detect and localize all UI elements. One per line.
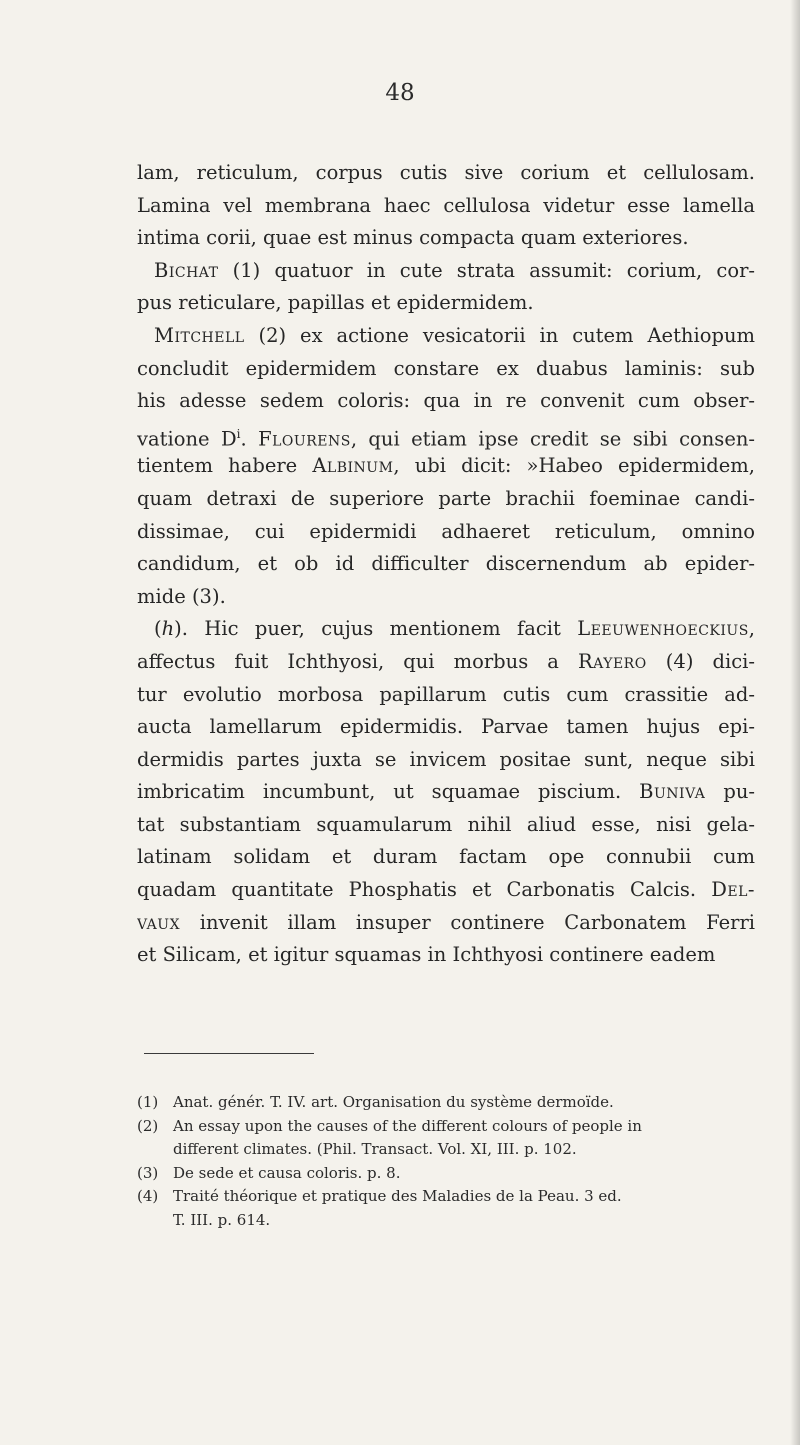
text-line (137, 483, 755, 516)
footnote (137, 1115, 757, 1162)
footnote-rule (144, 1053, 314, 1054)
text-run: candidum, et ob id difficulter discernendum ab epider- (137, 552, 755, 576)
text-run: dermidis partes juxta se invicem positae sunt, neque sibi (137, 747, 755, 771)
text-line (137, 776, 755, 809)
text-line (137, 907, 755, 940)
text-run: et Silicam, et igitur squamas in Ichthyosi continere eadem (137, 943, 716, 967)
footnote-number: (1) (137, 1093, 159, 1111)
footnote-text: An essay upon the causes of the different colours of people in (173, 1116, 642, 1135)
text-run: vatione D (137, 427, 237, 451)
page-edge-shadow (790, 0, 800, 1445)
text-run: imbricatim incumbunt, ut squamae piscium. (137, 780, 640, 804)
text-line (137, 190, 755, 223)
text-line (137, 809, 755, 842)
footnote (137, 1162, 757, 1186)
footnote-text: Traité théorique et pratique des Maladies de la Peau. 3 ed. (173, 1187, 622, 1205)
text-run: pu- (705, 780, 755, 804)
footnote-text: De sede et causa coloris. p. 8. (173, 1163, 401, 1182)
text-run: , ubi dicit: »Habeo epidermidem, (393, 454, 755, 478)
text-run: intima corii, quae est minus compacta quam exteriores. (137, 226, 689, 250)
text-run: ( (154, 617, 162, 641)
text-run: quadam quantitate Phosphatis et Carbonatis Calcis. (137, 878, 712, 902)
text-run: concludit epidermidem constare ex duabus laminis: sub (137, 356, 755, 380)
footnote-number: (4) (137, 1187, 159, 1205)
author-name: vaux (137, 910, 181, 934)
text-run: lam, reticulum, corpus cutis sive corium et cellulosam. (137, 161, 755, 184)
text-run: (4) dici- (646, 649, 755, 673)
text-run: latinam solidam et duram factam ope connubii cum (137, 845, 755, 869)
text-line (137, 320, 755, 353)
author-name: Rayero (578, 649, 647, 673)
text-line (137, 222, 755, 255)
text-line (137, 287, 755, 320)
text-line (137, 874, 755, 907)
text-run: mide (3). (137, 584, 226, 608)
author-name: Buniva (639, 780, 706, 804)
author-name: Albinum (312, 454, 394, 478)
author-name: Leeuwenhoeckius (577, 617, 749, 641)
text-line (137, 548, 755, 581)
text-run: affectus fuit Ichthyosi, qui morbus a (137, 649, 578, 673)
text-line (137, 581, 755, 614)
footnote (137, 1091, 757, 1115)
author-name: Flourens (258, 427, 351, 451)
text-line (137, 255, 755, 288)
text-line (137, 418, 755, 451)
text-line (137, 939, 755, 972)
text-line (137, 646, 755, 679)
text-line (137, 744, 755, 777)
text-run: , qui etiam ipse credit se sibi consen- (350, 427, 755, 451)
text-run: quam detraxi de superiore parte brachii foeminae candi- (137, 486, 755, 510)
footnote-text: T. III. p. 614. (173, 1210, 271, 1229)
footnote-number: (3) (137, 1163, 159, 1182)
paragraph (137, 255, 755, 320)
author-name: Del- (711, 878, 755, 902)
text-run: invenit illam insuper continere Carbonatem Ferri (180, 910, 755, 934)
text-run: (2) ex actione vesicatorii in cutem Aethiopum (244, 323, 755, 347)
text-line (137, 711, 755, 744)
text-run: tur evolutio morbosa papillarum cutis cum crassitie ad- (137, 682, 755, 706)
text-line (137, 841, 755, 874)
text-line (137, 679, 755, 712)
author-name: Bichat (154, 258, 219, 282)
author-name: Mitchell (154, 323, 245, 347)
text-line (137, 157, 755, 190)
text-line (137, 613, 755, 646)
text-line (137, 353, 755, 386)
text-line (137, 450, 755, 483)
text-run: tientem habere (137, 454, 313, 478)
paragraph (137, 157, 755, 255)
superscript: i (236, 426, 241, 441)
text-run: dissimae, cui epidermidi adhaeret reticulum, omnino (137, 519, 755, 543)
text-run: (1) quatuor in cute strata assumit: corium, cor- (218, 258, 755, 282)
footnote-text: different climates. (Phil. Transact. Vol. XI, III. p. 102. (173, 1140, 577, 1158)
text-run: aucta lamellarum epidermidis. Parvae tamen hujus epi- (137, 715, 755, 739)
footnote (137, 1185, 757, 1232)
footnote-text: Anat. génér. T. IV. art. Organisation du système dermoïde. (173, 1093, 614, 1111)
body-text (137, 157, 755, 972)
text-line (137, 385, 755, 418)
text-run: . (240, 427, 259, 451)
text-run: Lamina vel membrana haec cellulosa videtur esse lamella (137, 193, 755, 217)
footnote-number: (2) (137, 1116, 159, 1135)
text-line (137, 516, 755, 549)
text-run: his adesse sedem coloris: qua in re convenit cum obser- (137, 389, 755, 413)
paragraph (137, 320, 755, 613)
text-run: tat substantiam squamularum nihil aliud esse, nisi gela- (137, 812, 755, 836)
italic-letter: h (161, 617, 175, 641)
paragraph (137, 613, 755, 972)
text-run: pus reticulare, papillas et epidermidem. (137, 291, 534, 315)
text-run: , (748, 617, 755, 641)
text-run: ). Hic puer, cujus mentionem facit (174, 617, 578, 641)
footnotes (137, 1091, 757, 1232)
page-number: 48 (385, 80, 415, 106)
